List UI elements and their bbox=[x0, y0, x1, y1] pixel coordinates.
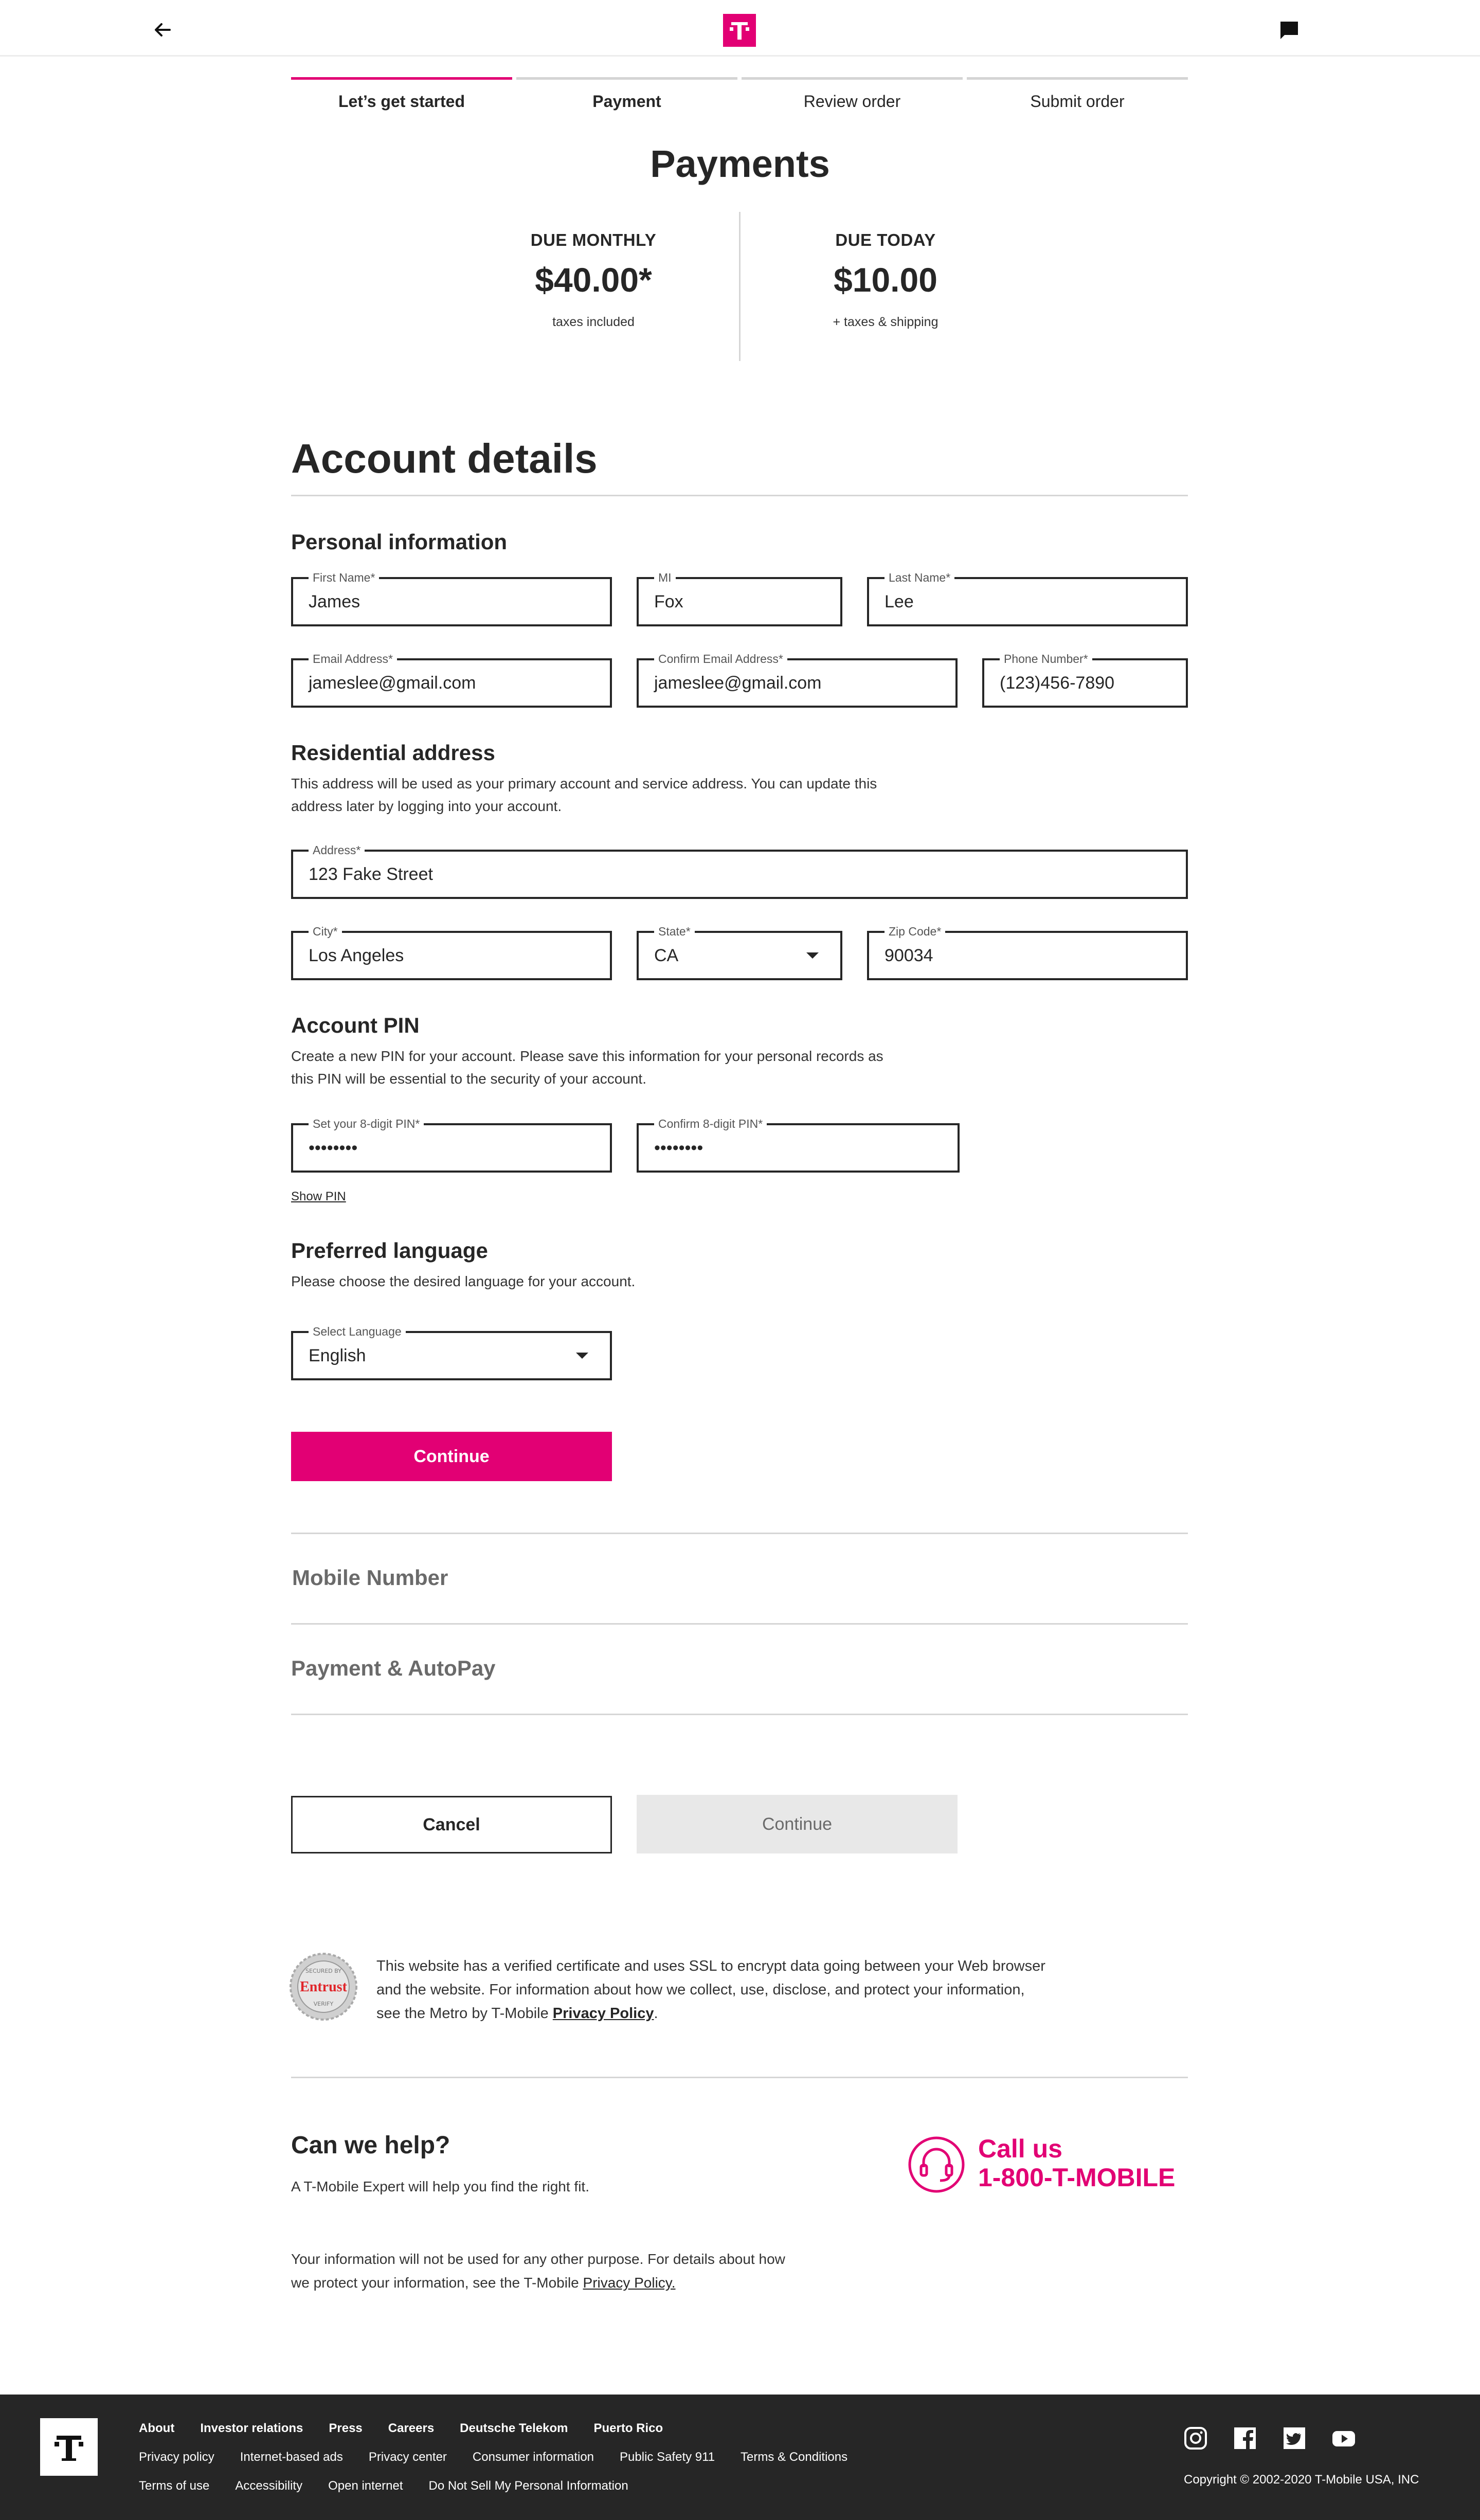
divider bbox=[291, 1533, 1188, 1534]
zip-code-value: 90034 bbox=[885, 946, 933, 965]
seal-entrust-text: Entrust bbox=[300, 1979, 347, 1995]
privacy-line bbox=[291, 2271, 857, 2295]
step-label: Payment bbox=[592, 92, 661, 111]
privacy-policy-link[interactable]: Privacy Policy. bbox=[583, 2275, 676, 2291]
footer-tertiary-nav bbox=[139, 2479, 628, 2493]
step-label: Let’s get started bbox=[338, 92, 465, 111]
state-label: State* bbox=[654, 924, 695, 939]
last-name-value: Lee bbox=[885, 592, 914, 611]
continue-button-disabled[interactable]: Continue bbox=[637, 1795, 958, 1853]
ssl-line: and the website. For information about how we collect, use, disclose, and protect your information, bbox=[376, 1982, 1025, 1998]
privacy-notice bbox=[291, 2247, 857, 2295]
phone-label: Phone Number* bbox=[1000, 652, 1092, 666]
middle-initial-field[interactable] bbox=[637, 571, 842, 626]
ssl-line-suffix: . bbox=[654, 2005, 658, 2022]
footer-link-internet-based-ads[interactable]: Internet-based ads bbox=[240, 2450, 343, 2464]
email-label: Email Address* bbox=[309, 652, 397, 666]
entrust-seal-icon bbox=[289, 1952, 358, 2021]
step-submit-order[interactable] bbox=[967, 77, 1188, 113]
footer-link-terms-of-use[interactable]: Terms of use bbox=[139, 2479, 210, 2493]
zip-code-label: Zip Code* bbox=[885, 924, 945, 939]
city-label: City* bbox=[309, 924, 342, 939]
ssl-line bbox=[376, 2002, 1086, 2025]
confirm-pin-label: Confirm 8-digit PIN* bbox=[654, 1117, 767, 1131]
top-header bbox=[0, 0, 1480, 57]
account-pin-helper-line: Create a new PIN for your account. Please save this information for your personal records as bbox=[291, 1048, 883, 1064]
due-today-note: + taxes & shipping bbox=[833, 315, 938, 329]
ssl-notice bbox=[376, 1954, 1086, 2025]
due-monthly-caption: DUE MONTHLY bbox=[530, 230, 657, 249]
footer-link-consumer-information[interactable]: Consumer information bbox=[472, 2450, 594, 2464]
phone-value: (123)456-7890 bbox=[1000, 673, 1115, 693]
footer-link-do-not-sell[interactable]: Do Not Sell My Personal Information bbox=[428, 2479, 628, 2493]
checkout-progress bbox=[291, 77, 1188, 113]
divider bbox=[291, 1714, 1188, 1715]
chat-icon[interactable] bbox=[1278, 20, 1300, 41]
call-us-number: 1-800-T-MOBILE bbox=[978, 2163, 1176, 2192]
caret-down-icon bbox=[806, 952, 819, 959]
copyright-text: Copyright © 2002-2020 T-Mobile USA, INC bbox=[1184, 2473, 1419, 2487]
site-footer bbox=[0, 2395, 1480, 2520]
account-details-title: Account details bbox=[291, 436, 598, 481]
due-today bbox=[731, 230, 1040, 330]
set-pin-label: Set your 8-digit PIN* bbox=[309, 1117, 424, 1131]
t-mobile-logo[interactable] bbox=[40, 2418, 98, 2476]
footer-link-public-safety[interactable]: Public Safety 911 bbox=[620, 2450, 715, 2464]
headset-icon[interactable] bbox=[907, 2135, 966, 2194]
footer-primary-nav bbox=[139, 2421, 663, 2436]
city-value: Los Angeles bbox=[309, 946, 404, 965]
call-us-line: Call us bbox=[978, 2134, 1062, 2163]
step-bar bbox=[967, 77, 1188, 80]
privacy-line: Your information will not be used for any other purpose. For details about how bbox=[291, 2251, 785, 2267]
twitter-icon[interactable] bbox=[1282, 2425, 1307, 2451]
confirm-pin-value: •••••••• bbox=[654, 1138, 703, 1158]
footer-link-accessibility[interactable]: Accessibility bbox=[235, 2479, 303, 2493]
youtube-icon[interactable] bbox=[1331, 2425, 1357, 2451]
confirm-email-field[interactable] bbox=[637, 652, 958, 708]
t-mobile-logo[interactable] bbox=[723, 14, 756, 47]
set-pin-value: •••••••• bbox=[309, 1138, 358, 1158]
footer-secondary-nav bbox=[139, 2450, 847, 2464]
residential-address-title: Residential address bbox=[291, 741, 495, 765]
confirm-email-label: Confirm Email Address* bbox=[654, 652, 787, 666]
privacy-policy-link[interactable]: Privacy Policy bbox=[552, 2005, 654, 2022]
privacy-line-prefix: we protect your information, see the T-Mobile bbox=[291, 2275, 583, 2291]
account-pin-helper-text bbox=[291, 1045, 934, 1090]
facebook-icon[interactable] bbox=[1232, 2425, 1258, 2451]
due-monthly-note: taxes included bbox=[552, 315, 635, 329]
due-monthly-amount: $40.00* bbox=[535, 261, 652, 299]
payment-autopay-section[interactable]: Payment & AutoPay bbox=[291, 1656, 496, 1680]
language-select[interactable] bbox=[291, 1325, 612, 1380]
footer-link-open-internet[interactable]: Open internet bbox=[328, 2479, 403, 2493]
footer-link-puerto-rico[interactable]: Puerto Rico bbox=[593, 2421, 663, 2435]
footer-link-privacy-center[interactable]: Privacy center bbox=[368, 2450, 447, 2464]
step-review-order[interactable] bbox=[742, 77, 963, 113]
set-pin-field[interactable] bbox=[291, 1117, 612, 1173]
call-us-link[interactable] bbox=[978, 2134, 1175, 2192]
language-value: English bbox=[309, 1346, 366, 1365]
due-today-amount: $10.00 bbox=[834, 261, 937, 299]
first-name-value: James bbox=[309, 592, 360, 611]
footer-link-press[interactable]: Press bbox=[329, 2421, 363, 2435]
footer-link-privacy-policy[interactable]: Privacy policy bbox=[139, 2450, 214, 2464]
preferred-language-title: Preferred language bbox=[291, 1238, 488, 1263]
show-pin-link[interactable]: Show PIN bbox=[291, 1190, 346, 1203]
help-title: Can we help? bbox=[291, 2132, 450, 2159]
footer-link-about[interactable]: About bbox=[139, 2421, 175, 2435]
language-label: Select Language bbox=[309, 1324, 406, 1339]
step-label: Submit order bbox=[1030, 92, 1125, 111]
middle-initial-value: Fox bbox=[654, 592, 683, 611]
arrow-left-icon[interactable] bbox=[152, 20, 173, 40]
language-helper-text: Please choose the desired language for your account. bbox=[291, 1273, 636, 1289]
zip-code-field[interactable] bbox=[867, 925, 1188, 980]
address-value: 123 Fake Street bbox=[309, 865, 433, 884]
footer-link-deutsche-telekom[interactable]: Deutsche Telekom bbox=[460, 2421, 568, 2435]
ssl-line: This website has a verified certificate and uses SSL to encrypt data going between your Web browser bbox=[376, 1958, 1045, 1974]
footer-link-careers[interactable]: Careers bbox=[388, 2421, 435, 2435]
step-bar bbox=[516, 77, 737, 80]
due-today-caption: DUE TODAY bbox=[835, 230, 936, 249]
seal-top-text: SECURED BY bbox=[305, 1968, 341, 1974]
caret-down-icon bbox=[576, 1353, 588, 1359]
residential-helper-line: This address will be used as your primary account and service address. You can update this bbox=[291, 776, 877, 791]
city-field[interactable] bbox=[291, 925, 612, 980]
continue-button[interactable]: Continue bbox=[291, 1432, 612, 1481]
state-select[interactable] bbox=[637, 925, 842, 980]
step-bar bbox=[742, 77, 963, 80]
help-subtitle: A T-Mobile Expert will help you find the right fit. bbox=[291, 2179, 589, 2194]
confirm-pin-field[interactable] bbox=[637, 1117, 960, 1173]
phone-field[interactable] bbox=[982, 652, 1188, 708]
step-label: Review order bbox=[803, 92, 901, 111]
divider bbox=[291, 495, 1188, 496]
personal-information-title: Personal information bbox=[291, 530, 508, 554]
footer-link-terms-conditions[interactable]: Terms & Conditions bbox=[741, 2450, 848, 2464]
first-name-field[interactable] bbox=[291, 571, 612, 626]
divider bbox=[291, 2077, 1188, 2078]
state-value: CA bbox=[654, 946, 679, 965]
instagram-icon[interactable] bbox=[1183, 2425, 1208, 2451]
residential-helper-text bbox=[291, 772, 934, 818]
page-title: Payments bbox=[650, 142, 830, 185]
email-value: jameslee@gmail.com bbox=[309, 673, 476, 693]
footer-link-investor-relations[interactable]: Investor relations bbox=[200, 2421, 303, 2435]
ssl-line-prefix: see the Metro by T-Mobile bbox=[376, 2005, 553, 2022]
mobile-number-section[interactable]: Mobile Number bbox=[292, 1565, 448, 1590]
middle-initial-label: MI bbox=[654, 570, 676, 585]
cancel-button[interactable]: Cancel bbox=[291, 1796, 612, 1853]
confirm-email-value: jameslee@gmail.com bbox=[654, 673, 822, 693]
account-pin-helper-line: this PIN will be essential to the security of your account. bbox=[291, 1071, 646, 1087]
address-label: Address* bbox=[309, 843, 365, 857]
last-name-field[interactable] bbox=[867, 571, 1188, 626]
first-name-label: First Name* bbox=[309, 570, 379, 585]
divider bbox=[291, 1623, 1188, 1625]
last-name-label: Last Name* bbox=[885, 570, 954, 585]
step-lets-get-started[interactable] bbox=[291, 77, 512, 113]
address-field[interactable] bbox=[291, 843, 1188, 899]
email-field[interactable] bbox=[291, 652, 612, 708]
seal-bottom-text: VERIFY bbox=[313, 2001, 334, 2007]
step-payment[interactable] bbox=[516, 77, 737, 113]
due-monthly bbox=[439, 230, 748, 330]
residential-helper-line: address later by logging into your account. bbox=[291, 798, 562, 814]
step-bar-active bbox=[291, 77, 512, 80]
account-pin-title: Account PIN bbox=[291, 1013, 420, 1037]
